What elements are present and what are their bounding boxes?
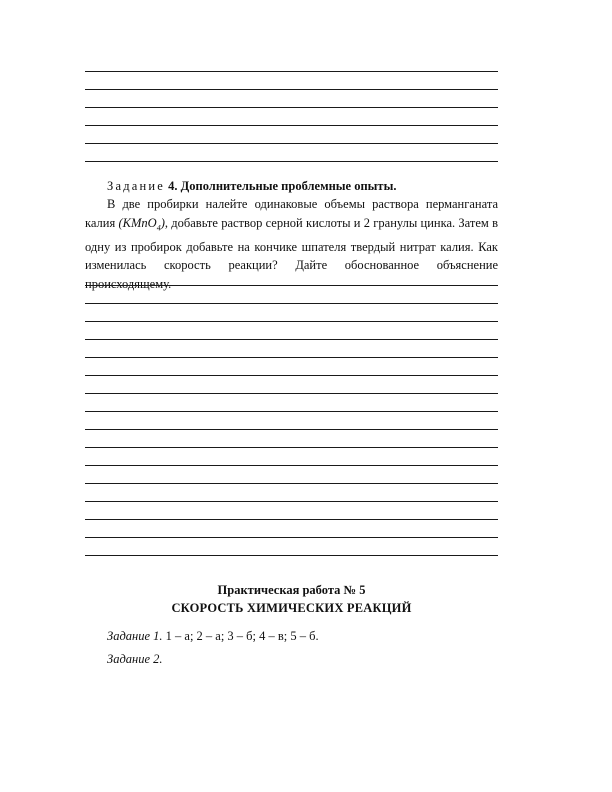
task4-label: Задание [107, 179, 166, 193]
answer-line [85, 161, 498, 162]
answer-line [85, 107, 498, 108]
answer-line [85, 519, 498, 520]
task4-heading [107, 177, 396, 195]
answer-line [85, 321, 498, 322]
answer-line [85, 447, 498, 448]
task4-body-part1: В две пробирки налейте одинаковые объемы раствора перманганата калия [85, 197, 498, 230]
answer-line [85, 555, 498, 556]
practical-heading: Практическая работа № 5 [217, 583, 366, 597]
answer-line [85, 483, 498, 484]
answer-line [85, 303, 498, 304]
task4-title: 4. Дополнительные проблемные опыты. [168, 179, 397, 193]
task4-body [85, 195, 498, 293]
answer-task1 [107, 627, 319, 645]
answer-line [85, 143, 498, 144]
answer-line [85, 339, 498, 340]
answer-line [85, 393, 498, 394]
answer-task1-label: Задание 1. [107, 629, 163, 643]
answer-line [85, 501, 498, 502]
answer-line [85, 465, 498, 466]
answer-task2 [107, 650, 163, 668]
answer-line [85, 125, 498, 126]
answer-line [85, 375, 498, 376]
practical-title: СКОРОСТЬ ХИМИЧЕСКИХ РЕАКЦИЙ [171, 601, 412, 615]
task4-formula: (KMnO$_4$) [118, 215, 165, 232]
answer-line [85, 285, 498, 286]
answer-line [85, 411, 498, 412]
task4-body-part2: , добавьте раствор серной кислоты и 2 гранулы цинка. Затем в одну из пробирок добавьте на кончике шпателя твердый нитрат калия. Как изменилась скорость реакции? Дайте обоснованное объяснение происходящему. [85, 215, 498, 291]
answer-task2-label: Задание 2. [107, 652, 163, 666]
answer-line [85, 537, 498, 538]
answer-line [85, 89, 498, 90]
answer-task1-text: 1 – а; 2 – а; 3 – б; 4 – в; 5 – б. [162, 629, 319, 643]
answer-line [85, 71, 498, 72]
answer-line [85, 429, 498, 430]
answer-line [85, 357, 498, 358]
